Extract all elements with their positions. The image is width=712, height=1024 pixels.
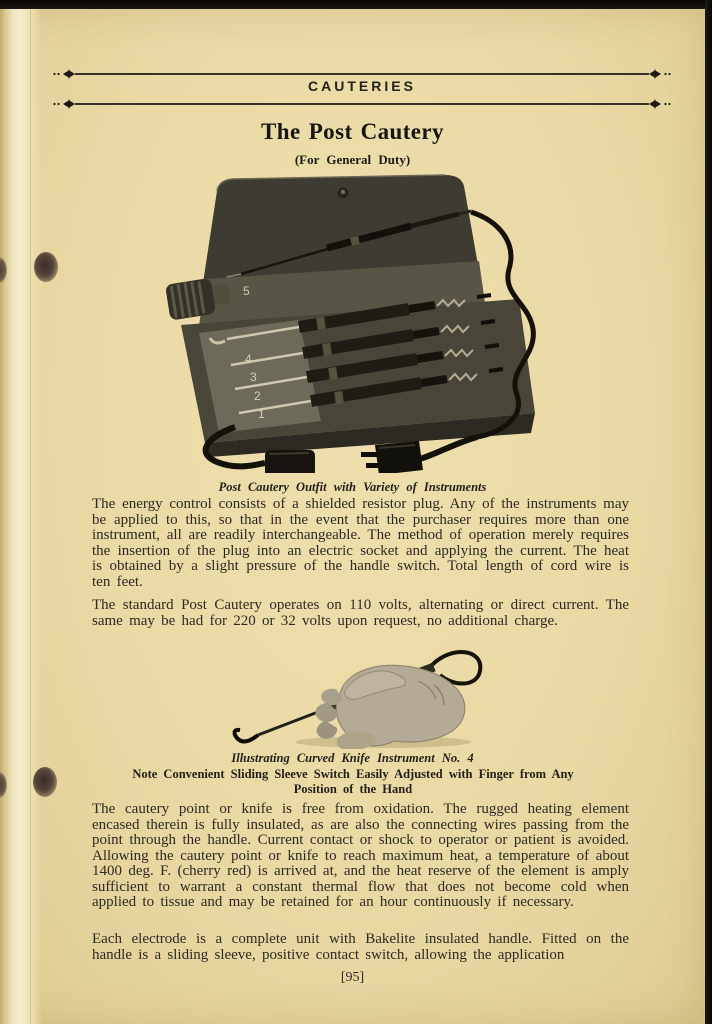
running-head: CAUTERIES	[308, 78, 416, 94]
instrument-number-label: 2	[254, 389, 261, 403]
figure2-note: Note Convenient Sliding Sleeve Switch Easily Adjusted with Finger from Any Position of the Hand	[132, 767, 574, 796]
figure-cautery-outfit-photo	[147, 173, 567, 473]
header-rule-top	[52, 66, 672, 76]
instrument-number-label: 3	[250, 370, 257, 384]
underpage-hole-top	[0, 257, 7, 283]
figure-hand-photo	[228, 641, 504, 749]
instrument-number-label: 5	[243, 284, 250, 298]
page-number: [95]	[340, 970, 365, 985]
page-subtitle: (For General Duty)	[294, 152, 411, 167]
header-rule-bottom	[52, 96, 672, 106]
paragraph-electrode: Each electrode is a complete unit with Bakelite insulated handle. Fitted on the handle is a sliding sleeve, positive contact switch, allowing the application	[92, 931, 629, 963]
underpage-hole-bottom	[0, 772, 7, 798]
punch-hole-bottom	[33, 767, 57, 797]
instrument-number-label: 1	[258, 407, 265, 421]
scan-right-border	[705, 0, 712, 1024]
page-title: The Post Cautery	[261, 119, 444, 144]
catalog-page	[0, 9, 705, 1024]
punch-hole-top	[34, 252, 58, 282]
instrument-number-label: 4	[245, 352, 252, 366]
scan-top-border	[0, 0, 712, 9]
hand	[315, 665, 465, 749]
paragraph-cautery-point: The cautery point or knife is free from oxidation. The rugged heating element encased therein is fully insulated, as are also the connecting wires passing from the point through the handle. Current contact or shock to operator or patient is avoided. Allowing the cautery point or knife to reach maximum heat, a temperature of about 1400 deg. F. (cherry red) is arrived at, and the heat reserve of the element is amply sufficient to warrant a constant thermal flow that does not become cold when applied to tissue and may be retained for an hour continuously if necessary.	[92, 801, 629, 910]
figure2-caption: Illustrating Curved Knife Instrument No. 4	[231, 751, 474, 765]
figure1-caption: Post Cautery Outfit with Variety of Instruments	[218, 480, 487, 494]
paragraph-voltage: The standard Post Cautery operates on 110 volts, alternating or direct current. The same may be had for 220 or 32 volts upon request, no additional charge.	[92, 597, 629, 629]
paragraph-energy-control: The energy control consists of a shielded resistor plug. Any of the instruments may be applied to this, so that in the event that the purchaser requires more than one instrument, all are readily interchangeable. The method of operation merely requires the insertion of the plug into an electric socket and applying the current. The heat is obtained by a slight pressure of the handle switch. Total length of cord wire is ten feet.	[92, 496, 629, 590]
case-snap-button	[341, 190, 345, 194]
electric-plug	[361, 441, 423, 473]
